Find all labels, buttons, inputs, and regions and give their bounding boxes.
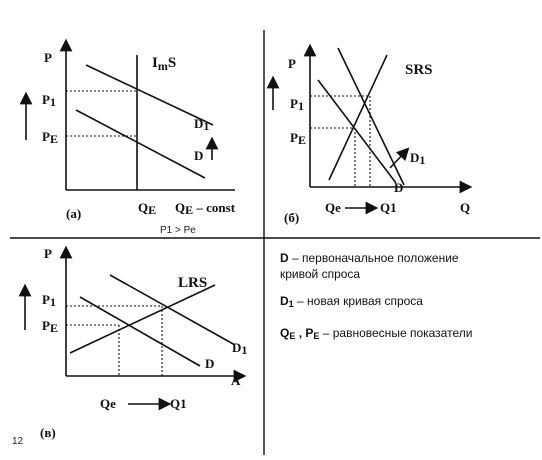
panel-c-x-label: A (231, 373, 241, 388)
panel-a-y-label: P (44, 50, 52, 65)
panel-c-p1-label: P1 (42, 292, 56, 309)
panel-a-d-label: D (194, 148, 204, 163)
panel-a (26, 45, 236, 236)
legend (280, 251, 472, 341)
legend-line-3: QE , PE – равновесные показатели (280, 326, 473, 341)
panel-a-p1-label: P1 (42, 92, 56, 109)
panel-c-d-label: D (205, 356, 215, 371)
panel-b-qe-label: Qe (325, 200, 341, 215)
panel-b-caption: (б) (284, 210, 300, 225)
panel-a-supply-label: $I_mS$ (152, 55, 177, 73)
panel-c (25, 246, 247, 440)
panel-a-qe-label: QE (138, 200, 157, 217)
panel-c-supply-label: LRS (178, 275, 208, 291)
panel-c-demand-d1 (110, 275, 235, 345)
panel-b-supply-srs (329, 55, 387, 180)
panel-b-y-label: P (288, 56, 296, 71)
panel-c-y-label: P (44, 246, 52, 261)
panel-b-q1-label: Q1 (380, 200, 397, 215)
panel-c-demand-d (80, 297, 200, 366)
panel-a-caption: (a) (66, 206, 82, 221)
panel-b (273, 48, 470, 225)
panel-c-caption: (в) (40, 425, 56, 440)
panel-a-note: P1 > Pe (160, 225, 196, 236)
legend-line-1: D – первоначальное положение (280, 251, 459, 265)
panel-b-supply-label: SRS (405, 62, 433, 78)
panel-b-pe-label: PE (290, 130, 306, 147)
panel-a-demand-d (76, 110, 205, 178)
panel-b-p1-label: P1 (290, 96, 304, 113)
legend-line-2: D1 – новая кривая спроса (280, 294, 423, 309)
panel-c-supply-lrs (70, 285, 215, 353)
panel-a-qe-const-label: QE – const (175, 200, 236, 217)
legend-line-1-cont: кривой спроса (280, 267, 361, 281)
panel-c-q1-label: Q1 (170, 396, 187, 411)
panel-a-pe-label: PE (42, 129, 58, 146)
panel-b-d1-label: D1 (410, 150, 426, 167)
panel-a-d1-label: D1 (194, 116, 210, 133)
panel-b-d-label: D (394, 180, 404, 195)
panel-b-demand-d (318, 80, 396, 183)
panel-c-qe-label: Qe (100, 396, 116, 411)
page-number: 12 (12, 436, 24, 447)
panel-b-x-label: Q (460, 200, 471, 215)
panel-c-pe-label: PE (42, 318, 58, 335)
panel-c-d1-label: D1 (232, 340, 248, 357)
